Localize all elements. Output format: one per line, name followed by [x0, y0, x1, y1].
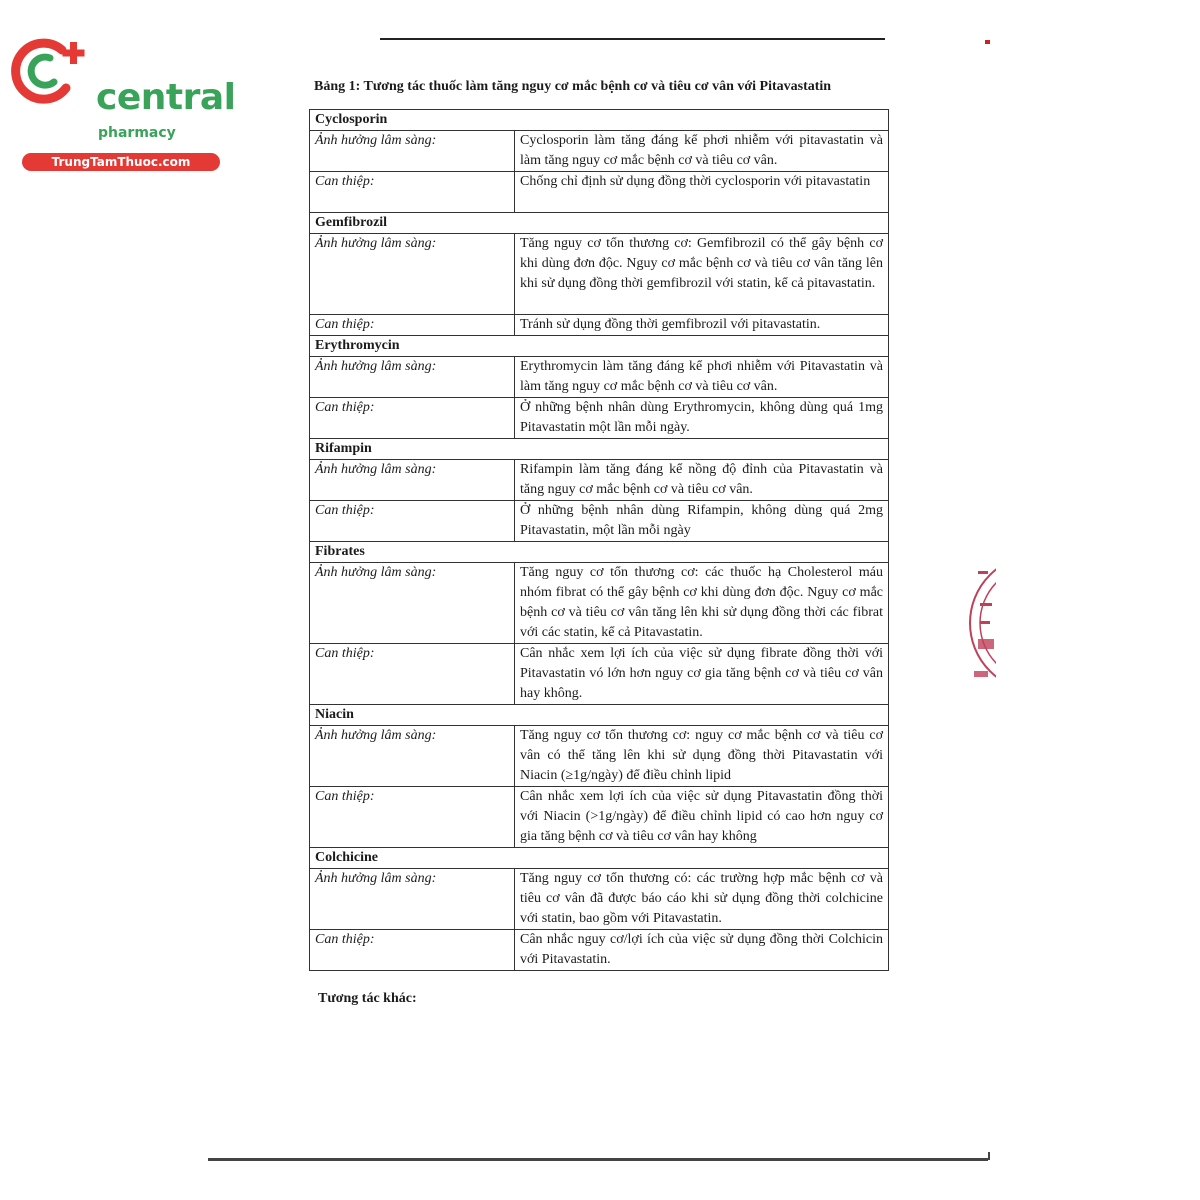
table-row-effect [310, 460, 889, 501]
company-stamp-partial [968, 553, 996, 693]
table-row-drug-header [310, 705, 889, 726]
effect-label: Ảnh hưởng lâm sàng: [310, 563, 515, 644]
effect-text: Cyclosporin làm tăng đáng kể phơi nhiễm với pitavastatin và làm tăng nguy cơ mắc bệnh cơ và tiêu cơ vân. [515, 131, 889, 172]
table-row-action [310, 398, 889, 439]
table-row-drug-header [310, 110, 889, 131]
other-interactions-heading: Tương tác khác: [318, 991, 417, 1006]
action-text: Ở những bệnh nhân dùng Rifampin, không dùng quá 2mg Pitavastatin, một lần mỗi ngày [515, 501, 889, 542]
drug-name: Gemfibrozil [310, 213, 889, 234]
table-row-drug-header [310, 213, 889, 234]
table-row-drug-header [310, 336, 889, 357]
effect-label: Ảnh hưởng lâm sàng: [310, 460, 515, 501]
effect-text: Rifampin làm tăng đáng kể nồng độ đỉnh của Pitavastatin và tăng nguy cơ mắc bệnh cơ và tiêu cơ vân. [515, 460, 889, 501]
action-text: Cân nhắc xem lợi ích của việc sử dụng Pitavastatin đồng thời với Niacin (>1g/ngày) để điều chỉnh lipid có cao hơn nguy cơ gia tăng bệnh cơ và tiêu cơ vân hay không [515, 787, 889, 848]
table-row-action [310, 787, 889, 848]
brand-url-badge[interactable]: TrungTamThuoc.com [22, 153, 220, 171]
effect-label: Ảnh hưởng lâm sàng: [310, 869, 515, 930]
action-label: Can thiệp: [310, 501, 515, 542]
drug-name: Fibrates [310, 542, 889, 563]
brand-subtitle: pharmacy [98, 125, 176, 141]
table-row-action [310, 930, 889, 971]
effect-label: Ảnh hưởng lâm sàng: [310, 131, 515, 172]
drug-name: Erythromycin [310, 336, 889, 357]
action-label: Can thiệp: [310, 172, 515, 213]
interaction-table [309, 109, 889, 971]
table-row-drug-header [310, 542, 889, 563]
brand-name: central [96, 77, 236, 118]
table-row-drug-header [310, 848, 889, 869]
table-row-action [310, 172, 889, 213]
action-label: Can thiệp: [310, 315, 515, 336]
action-text: Chống chỉ định sử dụng đồng thời cyclosporin với pitavastatin [515, 172, 889, 213]
table-row-effect [310, 234, 889, 315]
table-title: Bảng 1: Tương tác thuốc làm tăng nguy cơ mắc bệnh cơ và tiêu cơ vân với Pitavastatin [314, 79, 832, 94]
effect-label: Ảnh hưởng lâm sàng: [310, 726, 515, 787]
scan-border-bottom [208, 1158, 988, 1161]
action-text: Cân nhắc nguy cơ/lợi ích của việc sử dụng đồng thời Colchicin với Pitavastatin. [515, 930, 889, 971]
effect-text: Tăng nguy cơ tổn thương cơ: các thuốc hạ Cholesterol máu nhóm fibrat có thể gây bệnh cơ khi dùng đơn độc. Nguy cơ mắc bệnh cơ và tiêu cơ vân tăng lên khi sử dụng đồng thời các fibrat với các statin, kể cả Pitavastatin. [515, 563, 889, 644]
table-row-effect [310, 357, 889, 398]
table-row-action [310, 644, 889, 705]
drug-name: Niacin [310, 705, 889, 726]
effect-text: Tăng nguy cơ tổn thương cơ: nguy cơ mắc bệnh cơ và tiêu cơ vân có thể tăng lên khi sử dụng đồng thời Pitavastatin với Niacin (≥1g/ngày) để điều chỉnh lipid [515, 726, 889, 787]
effect-label: Ảnh hưởng lâm sàng: [310, 234, 515, 315]
stamp-icon [968, 553, 996, 693]
action-text: Cân nhắc xem lợi ích của việc sử dụng fibrate đồng thời với Pitavastatin vó lớn hơn nguy cơ gia tăng bệnh cơ và tiêu cơ vân hay không. [515, 644, 889, 705]
table-row-effect [310, 869, 889, 930]
scan-mark-bottom-right [988, 1152, 990, 1160]
scan-mark-top-right [985, 40, 990, 44]
drug-name: Cyclosporin [310, 110, 889, 131]
table-row-effect [310, 563, 889, 644]
table-row-drug-header [310, 439, 889, 460]
effect-label: Ảnh hưởng lâm sàng: [310, 357, 515, 398]
table-row-effect [310, 131, 889, 172]
action-label: Can thiệp: [310, 930, 515, 971]
effect-text: Tăng nguy cơ tổn thương có: các trường hợp mắc bệnh cơ và tiêu cơ vân đã được báo cáo khi sử dụng đồng thời colchicine với statin, bao gồm với Pitavastatin. [515, 869, 889, 930]
drug-name: Rifampin [310, 439, 889, 460]
action-text: Ở những bệnh nhân dùng Erythromycin, không dùng quá 1mg Pitavastatin một lần mỗi ngày. [515, 398, 889, 439]
effect-text: Erythromycin làm tăng đáng kể phơi nhiễm với Pitavastatin và làm tăng nguy cơ mắc bệnh cơ và tiêu cơ vân. [515, 357, 889, 398]
scan-border-top [380, 38, 885, 40]
effect-text: Tăng nguy cơ tổn thương cơ: Gemfibrozil có thể gây bệnh cơ khi dùng đơn độc. Nguy cơ mắc bệnh cơ và tiêu cơ vân tăng lên khi sử dụng đồng thời gemfibrozil với statin, kể cả pitavastatin. [515, 234, 889, 315]
action-label: Can thiệp: [310, 644, 515, 705]
action-text: Tránh sử dụng đồng thời gemfibrozil với pitavastatin. [515, 315, 889, 336]
table-row-action [310, 501, 889, 542]
action-label: Can thiệp: [310, 787, 515, 848]
pharmacy-cross-logo-icon [10, 36, 92, 106]
table-row-effect [310, 726, 889, 787]
central-pharmacy-logo [10, 36, 236, 169]
table-row-action [310, 315, 889, 336]
action-label: Can thiệp: [310, 398, 515, 439]
drug-name: Colchicine [310, 848, 889, 869]
